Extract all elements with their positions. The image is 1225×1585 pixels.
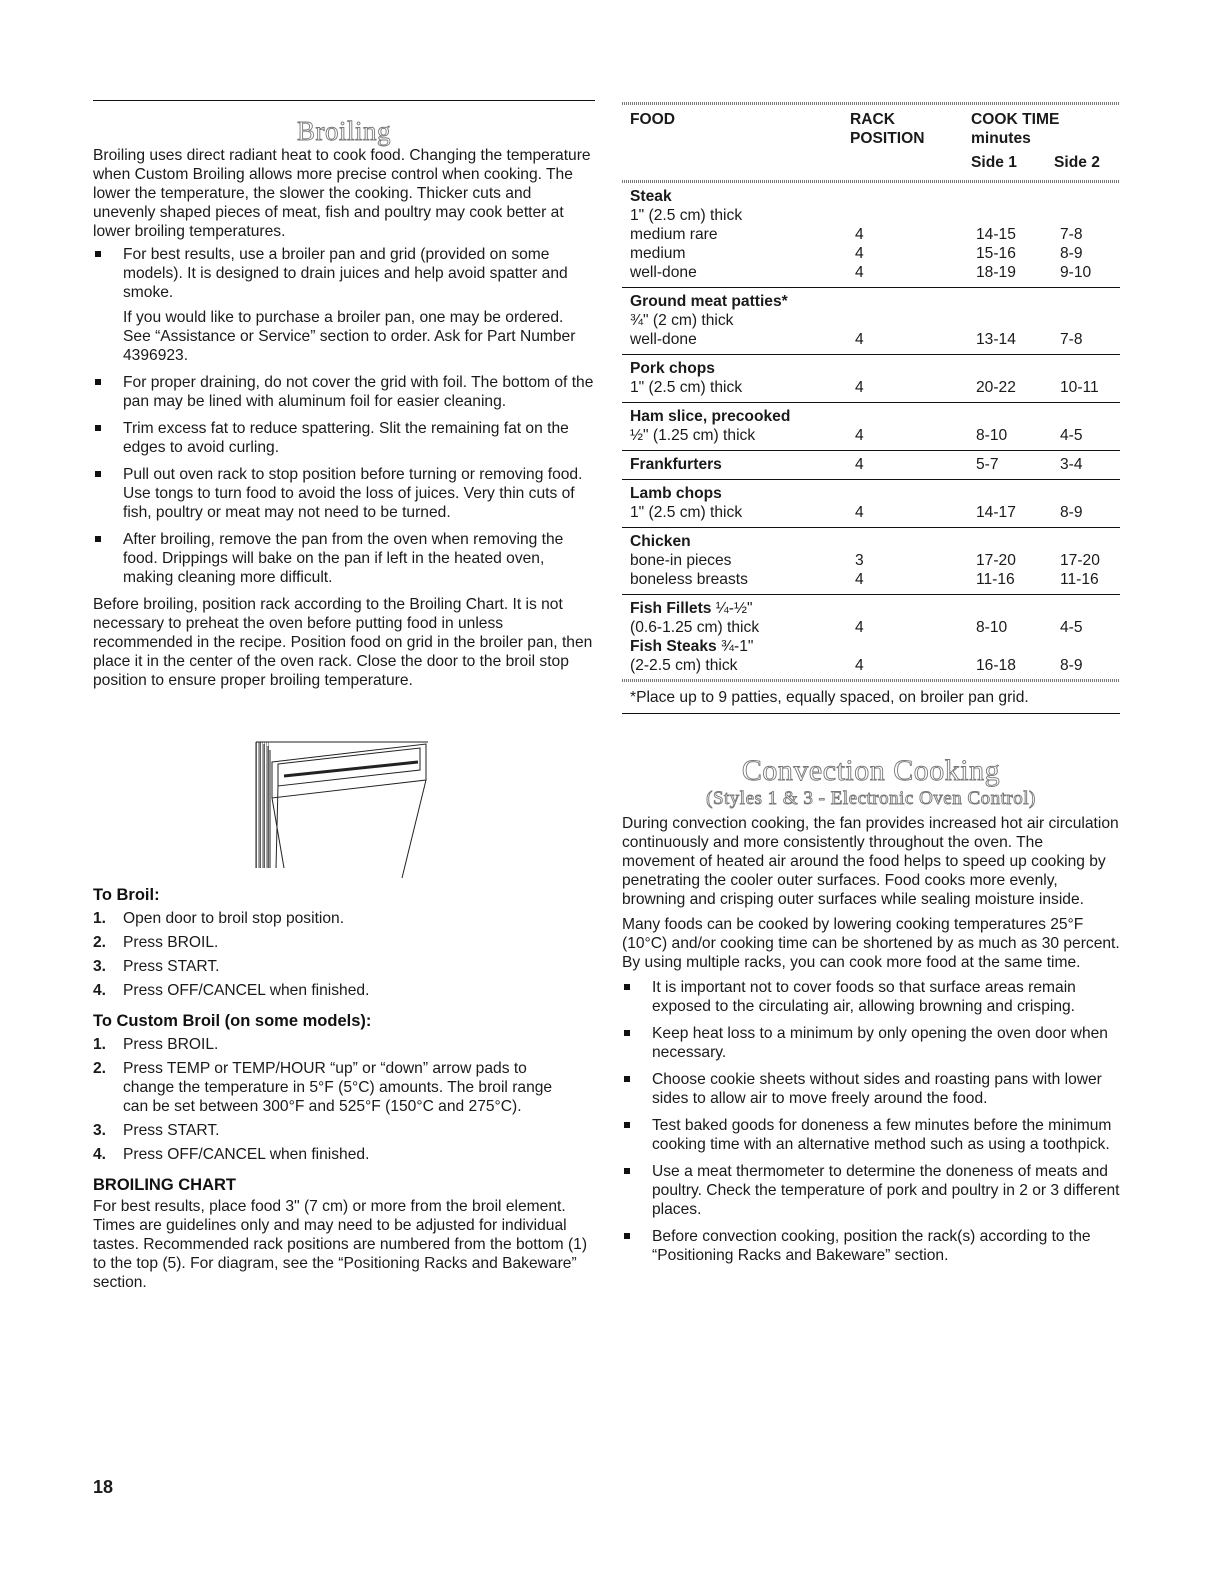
step	[93, 957, 595, 976]
broiling-chart-paragraph: For best results, place food 3" (7 cm) or more from the broil element. Times are guidelines only and may need to be adjusted for individual tastes. Recommended rack positions are numbered from the bottom (1) to the top (5). For diagram, see the “Positioning Racks and Bakeware” section.	[93, 1198, 588, 1291]
oven-door-illustration	[248, 740, 438, 885]
row-label: ¾" (2 cm) thick	[630, 312, 734, 329]
row-side2-time: 9-10	[1060, 264, 1092, 281]
header-position: POSITION	[850, 130, 925, 147]
page-number: 18	[93, 1477, 114, 1497]
food-size: ¾-1"	[716, 638, 754, 655]
to-broil-section	[93, 886, 595, 1292]
list-item-text: For best results, use a broiler pan and grid (provided on some models). It is designed to drain juices and help avoid spatter and smoke.	[123, 246, 568, 301]
broiling-body	[93, 146, 595, 694]
list-item: Use a meat thermometer to determine the doneness of meats and poultry. Check the temperature of pork and poultry in 2 or 3 different places.	[622, 1162, 1120, 1219]
row-side1-time: 18-19	[976, 264, 1016, 281]
row-side2-time: 8-9	[1060, 504, 1083, 521]
row-side2-time: 11-16	[1060, 571, 1099, 588]
row-side2-time: 7-8	[1060, 331, 1083, 348]
row-rack-position: 3	[855, 552, 864, 569]
table-row	[630, 618, 1120, 637]
row-label: 1" (2.5 cm) thick	[630, 207, 743, 224]
header-side1: Side 1	[971, 154, 1017, 171]
row-label: 1" (2.5 cm) thick	[630, 504, 743, 521]
step-text: Press START.	[123, 958, 220, 975]
table-body	[622, 183, 1120, 677]
row-side1-time: 11-16	[976, 571, 1015, 588]
row-rack-position: 4	[855, 226, 864, 243]
table-group	[622, 451, 1120, 480]
food-name: Chicken	[630, 533, 691, 550]
before-broiling-paragraph: Before broiling, position rack according to the Broiling Chart. It is not necessary to preheat the oven before putting food in unless recommended in the recipe. Position food on grid in the broiler pan, then place it in the center of the oven rack. Close the door to the broil stop position to ensure proper broiling temperature.	[93, 596, 593, 689]
intro-paragraph: Broiling uses direct radiant heat to cook food. Changing the temperature when Custom Broiling allows more precise control when cooking. The lower the temperature, the slower the cooking. Thicker cuts and unevenly shaped pieces of meat, fish and poultry may cook better at lower broiling temperatures.	[93, 147, 591, 240]
broiling-chart-heading: BROILING CHART	[93, 1176, 236, 1194]
list-item: It is important not to cover foods so that surface areas remain exposed to the circulating air, allowing browning and crisping.	[622, 978, 1120, 1016]
row-label: 1" (2.5 cm) thick	[630, 379, 743, 396]
table-group	[622, 528, 1120, 595]
table-footnote: *Place up to 9 patties, equally spaced, on broiler pan grid.	[622, 682, 1120, 714]
row-side2-time: 10-11	[1060, 379, 1099, 396]
table-group	[622, 403, 1120, 451]
row-label: (0.6-1.25 cm) thick	[630, 619, 760, 636]
to-broil-steps	[93, 909, 595, 1000]
row-side1-time: 16-18	[976, 657, 1016, 674]
top-rule	[93, 100, 595, 101]
step	[93, 909, 595, 928]
list-item	[93, 245, 595, 365]
row-label: ½" (1.25 cm) thick	[630, 427, 756, 444]
table-group-name-row	[630, 599, 1120, 618]
row-rack-position: 4	[855, 619, 864, 636]
row-rack-position: 4	[855, 571, 864, 588]
section-title-broiling: Broiling	[296, 116, 391, 146]
table-group-name-row	[630, 455, 1120, 474]
table-header	[622, 110, 1120, 180]
step	[93, 981, 595, 1000]
table-row	[630, 225, 1120, 244]
row-side1-time: 8-10	[976, 619, 1008, 636]
food-name: Ground meat patties*	[630, 293, 788, 310]
step-text: Press TEMP or TEMP/HOUR “up” or “down” arrow pads to change the temperature in 5°F (5°C) amounts. The broil range can be set between 300°F and 525°F (150°C and 275°C).	[123, 1060, 553, 1115]
table-row	[630, 503, 1120, 522]
step-number: 2.	[93, 934, 107, 951]
step-number: 4.	[93, 1146, 107, 1163]
step-number: 2.	[93, 1060, 107, 1077]
table-row	[630, 656, 1120, 675]
step-text: Press OFF/CANCEL when finished.	[123, 982, 370, 999]
row-side2-time: 4-5	[1060, 427, 1083, 444]
table-row	[630, 426, 1120, 445]
table-group	[622, 355, 1120, 403]
list-item: Trim excess fat to reduce spattering. Slit the remaining fat on the edges to avoid curling.	[93, 419, 595, 457]
table-row	[630, 311, 1120, 330]
row-side1-time: 20-22	[976, 379, 1016, 396]
list-item: For proper draining, do not cover the grid with foil. The bottom of the pan may be lined with aluminum foil for easier cleaning.	[93, 373, 595, 411]
header-cook-time: COOK TIME	[971, 111, 1060, 128]
row-side2-time: 17-20	[1060, 552, 1100, 569]
row-side2-time: 8-9	[1060, 657, 1083, 674]
row-rack-position: 4	[855, 379, 864, 396]
food-name: Lamb chops	[630, 485, 722, 502]
list-item: Choose cookie sheets without sides and roasting pans with lower sides to allow air to move freely around the food.	[622, 1070, 1120, 1108]
step-text: Press BROIL.	[123, 1036, 219, 1053]
list-item: Pull out oven rack to stop position before turning or removing food. Use tongs to turn food to avoid the loss of juices. Very thin cuts of fish, poultry or meat may not need to be turned.	[93, 465, 595, 522]
row-rack-position: 4	[855, 657, 864, 674]
step-number: 3.	[93, 958, 107, 975]
broiling-tips-list	[93, 245, 595, 587]
table-group	[622, 480, 1120, 528]
list-item: Before convection cooking, position the rack(s) according to the “Positioning Racks and Bakeware” section.	[622, 1227, 1120, 1265]
broiling-chart-table	[622, 110, 1120, 714]
list-item-subtext: If you would like to purchase a broiler pan, one may be ordered. See “Assistance or Service” section to order. Ask for Part Number 4396923.	[123, 309, 576, 364]
row-side1-time: 14-15	[976, 226, 1016, 243]
step	[93, 1121, 595, 1140]
row-side1-time: 5-7	[976, 456, 999, 473]
row-rack-position: 4	[855, 264, 864, 281]
list-item: After broiling, remove the pan from the oven when removing the food. Drippings will bake on the pan if left in the heated oven, making cleaning more difficult.	[93, 530, 595, 587]
table-group	[622, 183, 1120, 288]
table-row	[630, 244, 1120, 263]
food-name: Frankfurters	[630, 456, 722, 473]
table-row	[630, 378, 1120, 397]
custom-broil-steps	[93, 1035, 595, 1164]
list-item: Keep heat loss to a minimum by only opening the oven door when necessary.	[622, 1024, 1120, 1062]
row-side2-time: 3-4	[1060, 456, 1083, 473]
table-row	[630, 570, 1120, 589]
convection-tips-list	[622, 978, 1120, 1265]
step-text: Open door to broil stop position.	[123, 910, 345, 927]
row-label: medium rare	[630, 226, 718, 243]
table-row	[630, 330, 1120, 349]
food-name: Pork chops	[630, 360, 715, 377]
step-number: 1.	[93, 910, 107, 927]
step-number: 4.	[93, 982, 107, 999]
row-side2-time: 7-8	[1060, 226, 1083, 243]
step	[93, 1059, 595, 1116]
row-side1-time: 8-10	[976, 427, 1008, 444]
food-name: Fish Steaks	[630, 638, 717, 655]
row-label: well-done	[630, 331, 697, 348]
table-top-rule	[622, 102, 1120, 105]
custom-broil-heading: To Custom Broil (on some models):	[93, 1012, 372, 1030]
step	[93, 933, 595, 952]
table-row	[630, 206, 1120, 225]
row-side1-time: 15-16	[976, 245, 1016, 262]
table-group-name-row	[630, 359, 1120, 378]
table-group-name-row	[630, 407, 1120, 426]
table-row	[630, 551, 1120, 570]
table-group-name-row	[630, 637, 1120, 656]
to-broil-heading: To Broil:	[93, 886, 160, 904]
table-group-name-row	[630, 187, 1120, 206]
table-row	[630, 263, 1120, 282]
step-text: Press START.	[123, 1122, 220, 1139]
row-side2-time: 8-9	[1060, 245, 1083, 262]
convection-body	[622, 814, 1120, 1273]
food-name: Fish Fillets	[630, 600, 712, 617]
list-item: Test baked goods for doneness a few minutes before the minimum cooking time with an alternative method such as using a toothpick.	[622, 1116, 1120, 1154]
table-group	[622, 595, 1120, 677]
row-rack-position: 4	[855, 245, 864, 262]
convection-paragraph-1: During convection cooking, the fan provides increased hot air circulation continuously and more consistently throughout the oven. The movement of heated air around the food helps to speed up cooking by penetrating the cooler outer surfaces. Food cooks more evenly, browning and crisping outer surfaces while sealing moisture inside.	[622, 815, 1119, 908]
step-text: Press OFF/CANCEL when finished.	[123, 1146, 370, 1163]
section-subtitle-convection: (Styles 1 & 3 - Electronic Oven Control)	[706, 788, 1036, 809]
row-label: (2-2.5 cm) thick	[630, 657, 738, 674]
row-rack-position: 4	[855, 331, 864, 348]
row-rack-position: 4	[855, 456, 864, 473]
row-side1-time: 13-14	[976, 331, 1016, 348]
header-side2: Side 2	[1054, 154, 1100, 171]
header-food: FOOD	[630, 111, 676, 128]
section-title-convection: Convection Cooking	[741, 754, 1001, 787]
step-text: Press BROIL.	[123, 934, 219, 951]
header-rack: RACK	[850, 111, 896, 128]
row-side1-time: 17-20	[976, 552, 1016, 569]
table-group-name-row	[630, 532, 1120, 551]
row-side2-time: 4-5	[1060, 619, 1083, 636]
row-label: bone-in pieces	[630, 552, 732, 569]
row-label: medium	[630, 245, 686, 262]
table-group-name-row	[630, 292, 1120, 311]
row-label: boneless breasts	[630, 571, 748, 588]
step-number: 3.	[93, 1122, 107, 1139]
food-name: Ham slice, precooked	[630, 408, 791, 425]
row-label: well-done	[630, 264, 697, 281]
row-rack-position: 4	[855, 504, 864, 521]
step	[93, 1145, 595, 1164]
food-name: Steak	[630, 188, 672, 205]
convection-paragraph-2: Many foods can be cooked by lowering cooking temperatures 25°F (10°C) and/or cooking time can be shortened by as much as 30 percent. By using multiple racks, you can cook more food at the same time.	[622, 916, 1120, 971]
header-minutes: minutes	[971, 130, 1031, 147]
table-group	[622, 288, 1120, 355]
food-size: ¼-½"	[711, 600, 753, 617]
row-side1-time: 14-17	[976, 504, 1016, 521]
table-group-name-row	[630, 484, 1120, 503]
step-number: 1.	[93, 1036, 107, 1053]
row-rack-position: 4	[855, 427, 864, 444]
step	[93, 1035, 595, 1054]
